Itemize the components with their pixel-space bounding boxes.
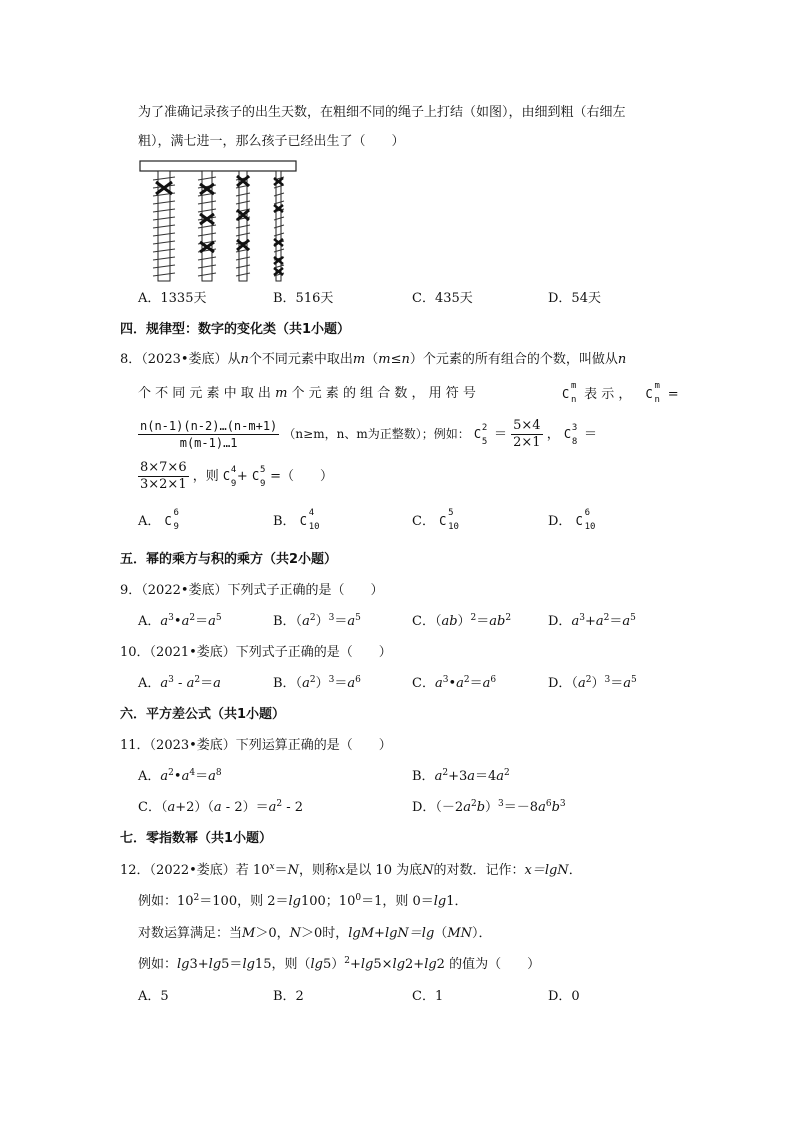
section-6-heading: 六．平方差公式（共1小题）: [120, 707, 286, 722]
q11-option-c[interactable]: C．$(a+2)(a - 2)=a^2 - 2$: [138, 799, 304, 815]
rope-thinnest: [274, 171, 284, 281]
q12-option-d[interactable]: D．0: [548, 989, 580, 1004]
q7-option-c[interactable]: C．435天: [412, 291, 473, 306]
q9-option-d[interactable]: D．$a^3+a^2=a^5$: [548, 613, 636, 629]
knotted-ropes-figure: [138, 158, 300, 282]
q10-option-a[interactable]: A．$a^3 - a^2=a$: [138, 675, 221, 691]
q12-option-a[interactable]: A．5: [138, 989, 169, 1004]
q7-option-d[interactable]: D．54天: [548, 291, 601, 306]
section-5-heading: 五．幂的乘方与积的乘方（共2小题）: [120, 552, 338, 567]
section-7-heading: 七．零指数幂（共1小题）: [120, 831, 273, 846]
q9-option-c[interactable]: C．$(ab)^2=ab^2$: [412, 613, 512, 629]
q10-option-d[interactable]: D．$(a^2)^3=a^5$: [548, 675, 637, 691]
q12-stem-line4: 例如：lg3+lg5＝lg15，则$(\lg 5)^2+\lg 5\times\lg 2+\lg 2$ 的值为（ ）: [138, 956, 541, 972]
q12-stem-line1: 12．（2022•娄底）若 $10^x=N$，则称x是以 10 为底N的对数．记作：x＝lgN．: [120, 862, 582, 878]
q11-option-a[interactable]: A．$a^2•a^4=a^8$: [138, 768, 222, 784]
q8-option-b[interactable]: B． C 4 10: [273, 508, 320, 532]
q10-stem: 10．（2021•娄底）下列式子正确的是（ ）: [120, 645, 392, 660]
example1-fraction: $\frac{5\times 4}{2\times 1}$: [513, 418, 541, 450]
q7-stem-line1: 为了准确记录孩子的出生天数，在粗细不同的绳子上打结（如图），由细到粗（右细左: [138, 105, 626, 120]
q8-option-d[interactable]: D． C 6 10: [548, 508, 596, 532]
q9-stem: 9．（2022•娄底）下列式子正确的是（ ）: [120, 583, 384, 598]
general-combination-fraction: $\frac{n(n-1)(n-2)\dots(n-m+1)}{m(m-1)\dots 1}$: [140, 419, 278, 450]
q8-comb-symbol: C m n 表 示 ， C m n =: [562, 381, 679, 405]
q12-stem-line3: 对数运算满足：当M＞0，N＞0时，lgM+lgN＝lg（MN）．: [138, 926, 492, 941]
q11-stem: 11．（2023•娄底）下列运算正确的是（ ）: [120, 738, 392, 753]
q8-stem-line2: 个 不 同 元 素 中 取 出 m 个 元 素 的 组 合 数 ， 用 符 号: [138, 386, 476, 401]
q8-example-line: $\frac{8\times 7\times 6}{3\times 2\times 1}$ ，则 C 4 9 + C 5 9 =（ ）: [140, 460, 333, 492]
example2-fraction: $\frac{8\times 7\times 6}{3\times 2\times 1}$: [140, 460, 187, 492]
q8-stem-line1: 8．（2023•娄底）从n个不同元素中取出m（m≤n）个元素的所有组合的个数，叫做从n: [120, 352, 627, 367]
rope-thin: [236, 171, 250, 281]
q11-option-d[interactable]: D．$(-2a^2b)^3=-8a^6b^3$: [412, 799, 566, 815]
q10-option-c[interactable]: C．$a^3•a^2=a^6$: [412, 675, 497, 691]
q10-option-b[interactable]: B．$(a^2)^3=a^6$: [273, 675, 361, 691]
q8-option-a[interactable]: A． C 6 9: [138, 508, 179, 532]
q8-formula-line: $\frac{n(n-1)(n-2)\dots(n-m+1)}{m(m-1)\dots 1}$ （n≥m，n、m为正整数）；例如： C 2 5 ＝ $\frac{5\times 4}{2\times 1}$ ， C 3 8 ＝: [140, 418, 598, 450]
q8-option-c[interactable]: C． C 5 10: [412, 508, 459, 532]
rope-thick: [198, 171, 216, 281]
q9-option-b[interactable]: B．$(a^2)^3=a^5$: [273, 613, 361, 629]
rope-thickest: [153, 171, 175, 281]
q7-option-b[interactable]: B．516天: [273, 291, 334, 306]
q11-option-b[interactable]: B．$a^2+3a=4a^2$: [412, 768, 510, 784]
q7-stem-line2: 粗），满七进一，那么孩子已经出生了（ ）: [138, 134, 405, 149]
q9-option-a[interactable]: A．$a^3•a^2=a^5$: [138, 613, 222, 629]
q7-option-a[interactable]: A．1335天: [138, 291, 207, 306]
q12-option-b[interactable]: B．2: [273, 989, 304, 1004]
section-4-heading: 四．规律型：数字的变化类（共1小题）: [120, 322, 351, 337]
q12-stem-line2: 例如：$10^2=100$，则 2＝lg100；$10^0=1$，则 0＝lg1．: [138, 893, 468, 909]
q12-option-c[interactable]: C．1: [412, 989, 444, 1004]
